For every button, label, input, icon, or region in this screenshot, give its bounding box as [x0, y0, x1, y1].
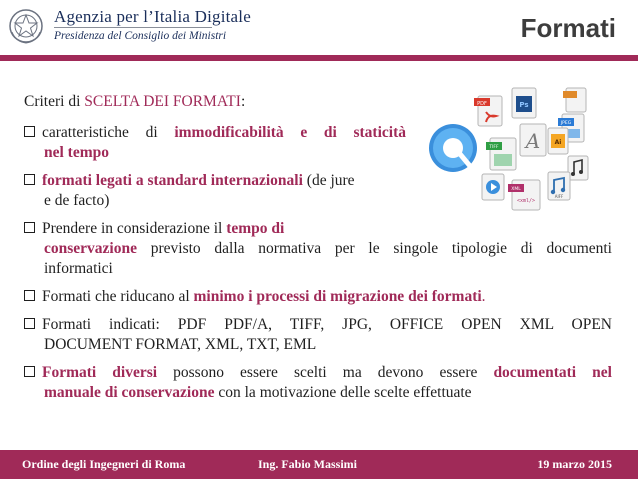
bullet-formati-indicati: [24, 315, 612, 335]
agency-title: Agenzia per l’Italia Digitale: [54, 7, 251, 26]
generic-file-icon: [563, 88, 586, 112]
footer-author: Ing. Fabio Massimi: [258, 457, 358, 471]
bullet-highlight: immodificabilità e di staticità: [174, 124, 406, 141]
bullet-text: caratteristiche di: [42, 124, 175, 141]
bullet-tempo-cont2: [44, 259, 113, 279]
illustrator-file-icon: [548, 128, 568, 154]
bullet-formati-diversi: [24, 363, 612, 383]
file-formats-illustration: [408, 84, 598, 214]
aiff-file-icon: [548, 172, 570, 200]
slide-title: Formati: [520, 13, 616, 43]
header-accent-band: [0, 55, 638, 61]
xml-file-icon: [508, 180, 540, 210]
bullet-text: informatici: [44, 260, 113, 277]
republic-emblem-icon: [8, 6, 44, 46]
bullet-immodificabilita: [24, 123, 406, 143]
bullet-migrazione: [24, 287, 486, 307]
quicktime-icon: [429, 124, 477, 172]
bullet-highlight: documentati nel: [493, 364, 612, 381]
checkbox-bullet-icon: [24, 366, 35, 377]
svg-text:AIFF: AIFF: [554, 194, 564, 199]
checkbox-bullet-icon: [24, 174, 35, 185]
slide-header: [0, 0, 638, 58]
bullet-highlight: conservazione: [44, 240, 137, 257]
checkbox-bullet-icon: [24, 222, 35, 233]
checkbox-bullet-icon: [24, 126, 35, 137]
bullet-highlight: tempo di: [226, 220, 285, 237]
bullet-text: previsto dalla normativa per le singole tipologie di documenti: [136, 240, 612, 257]
bullet-highlight: nel tempo: [44, 144, 110, 161]
footer-organization: Ordine degli Ingegneri di Roma: [22, 457, 186, 471]
bullet-highlight: minimo i processi di migrazione dei formati: [193, 288, 482, 305]
checkbox-bullet-icon: [24, 290, 35, 301]
intro-text: Criteri di: [24, 93, 85, 110]
svg-text:Ai: Ai: [554, 139, 562, 146]
logo-divider: [54, 27, 212, 28]
bullet-tempo-cont: [44, 239, 612, 259]
bullet-highlight: formati legati a standard internazionali: [42, 172, 303, 189]
bullet-tempo: [24, 219, 284, 239]
bullet-period: .: [481, 288, 486, 305]
bullet-formati-diversi-cont: [44, 383, 472, 403]
slide-footer: [0, 450, 638, 479]
video-file-icon: [482, 174, 504, 200]
bullet-standard: [24, 171, 355, 191]
pdf-file-icon: [474, 96, 502, 126]
bullet-text: Formati che riducano al: [42, 288, 194, 305]
intro-highlight: SCELTA DEI FORMATI: [84, 93, 241, 110]
intro-line: [24, 92, 245, 112]
svg-text:Ps: Ps: [519, 101, 529, 109]
bullet-formati-indicati-cont: [44, 335, 316, 355]
bullet-text: (de jure: [302, 172, 355, 189]
intro-colon: :: [240, 93, 246, 110]
footer-date: 19 marzo 2015: [537, 457, 612, 471]
photoshop-file-icon: [512, 88, 536, 118]
font-file-icon: [520, 124, 546, 156]
svg-text:<xml/>: <xml/>: [516, 198, 536, 204]
bullet-text: DOCUMENT FORMAT, XML, TXT, EML: [44, 336, 317, 353]
music-file-icon: [568, 156, 588, 180]
svg-text:PDF: PDF: [477, 101, 487, 107]
bullet-immodificabilita-cont: [44, 143, 109, 163]
tiff-file-icon: [486, 138, 516, 170]
svg-text:A: A: [525, 129, 541, 153]
checkbox-bullet-icon: [24, 318, 35, 329]
agency-subtitle: Presidenza del Consiglio dei Ministri: [54, 30, 227, 42]
bullet-highlight: manuale di conservazione: [44, 384, 215, 401]
bullet-text: e de facto): [44, 192, 110, 209]
bullet-text: possono essere scelti ma devono essere: [157, 364, 494, 381]
svg-text:TIFF: TIFF: [489, 145, 499, 150]
svg-text:JPEG: JPEG: [560, 121, 572, 126]
bullet-text: Formati indicati: PDF PDF/A, TIFF, JPG, OFFICE OPEN XML OPEN: [42, 316, 612, 333]
bullet-standard-cont: [44, 191, 109, 211]
svg-text:XML: XML: [511, 187, 521, 192]
bullet-text: Prendere in considerazione il: [42, 220, 227, 237]
bullet-text: con la motivazione delle scelte effettuate: [214, 384, 472, 401]
bullet-highlight: Formati diversi: [42, 364, 158, 381]
